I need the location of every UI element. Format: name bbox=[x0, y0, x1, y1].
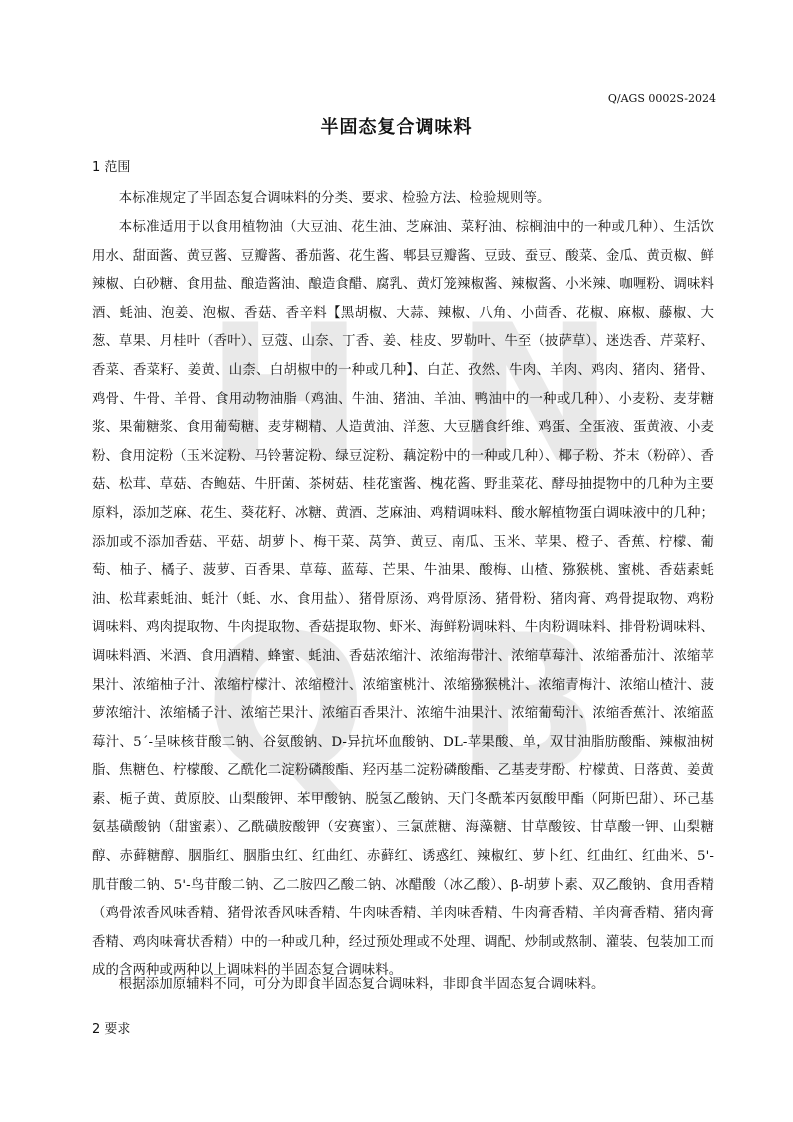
watermark-letter: B bbox=[455, 594, 600, 815]
paragraph: 本标准规定了半固态复合调味料的分类、要求、检验方法、检验规则等。 bbox=[118, 191, 551, 206]
section-heading-scope: 1 范围 bbox=[92, 160, 131, 175]
watermark-letter: N bbox=[455, 284, 615, 505]
section-heading-requirements: 2 要求 bbox=[92, 1022, 131, 1037]
paragraph: 本标准适用于以食用植物油（大豆油、花生油、芝麻油、菜籽油、棕榈油中的一种或几种）、生活饮用水、甜面酱、黄豆酱、豆瓣酱、番茄酱、花生酱、郫县豆瓣酱、豆豉、蚕豆、酸菜、金瓜、黄贡椒、鲜辣椒、白砂糖、食用盐、酿造酱油、酿造食醋、腐乳、黄灯笼辣椒酱、辣椒酱、小米辣、咖喱粉、调味料酒、蚝油、泡姜、泡椒、香菇、香辛料【黑胡椒、大蒜、辣椒、八角、小茴香、花椒、麻椒、藤椒、大葱、草果、月桂叶（香叶）、豆蔻、山奈、丁香、姜、桂皮、罗勒叶、牛至（披萨草）、迷迭香、芹菜籽、香菜、香菜籽、姜黄、山柰、白胡椒中的一种或几种】、白芷、孜然、牛肉、羊肉、鸡肉、猪肉、猪骨、鸡骨、牛骨、羊骨、食用动物油脂（鸡油、牛油、猪油、羊油、鸭油中的一种或几种）、小麦粉、麦芽糖浆、果葡糖浆、食用葡萄糖、麦芽糊精、人造黄油、洋葱、大豆膳食纤维、鸡蛋、全蛋液、蛋黄液、小麦粉、食用淀粉（玉米淀粉、马铃薯淀粉、绿豆淀粉、藕淀粉中的一种或几种）、椰子粉、芥末（粉碎）、香菇、松茸、草菇、杏鲍菇、牛肝菌、茶树菇、桂花蜜酱、槐花酱、野韭菜花、酵母抽提物中的几种为主要原料，添加芝麻、花生、葵花籽、冰糖、黄酒、芝麻油、鸡精调味料、酸水解植物蛋白调味液中的几种；添加或不添加香菇、平菇、胡萝卜、梅干菜、莴笋、黄豆、南瓜、玉米、苹果、橙子、香蕉、柠檬、葡萄、柚子、橘子、菠萝、百香果、草莓、蓝莓、芒果、牛油果、酸梅、山楂、猕猴桃、蜜桃、香菇素蚝油、松茸素蚝油、蚝汁（蚝、水、食用盐）、猪骨原汤、鸡骨原汤、猪骨粉、猪肉膏、鸡骨提取物、鸡粉调味料、鸡肉提取物、牛肉提取物、香菇提取物、虾米、海鲜粉调味料、牛肉粉调味料、排骨粉调味料、调味料酒、米酒、食用酒精、蜂蜜、蚝油、香菇浓缩汁、浓缩海带汁、浓缩草莓汁、浓缩番茄汁、浓缩苹果汁、浓缩柚子汁、浓缩柠檬汁、浓缩橙汁、浓缩蜜桃汁、浓缩猕猴桃汁、浓缩青梅汁、浓缩山楂汁、菠萝浓缩汁、浓缩橘子汁、浓缩芒果汁、浓缩百香果汁、浓缩牛油果汁、浓缩葡萄汁、浓缩香蕉汁、浓缩蓝莓汁、5´-呈味核苷酸二钠、谷氨酸钠、D-异抗坏血酸钠、DL-苹果酸、单，双甘油脂肪酸酯、辣椒油树脂、焦糖色、柠檬酸、乙酰化二淀粉磷酸酯、羟丙基二淀粉磷酸酯、乙基麦芽酚、柠檬黄、日落黄、姜黄素、栀子黄、黄原胶、山梨酸钾、苯甲酸钠、脱氢乙酸钠、天门冬酰苯丙氨酸甲酯（阿斯巴甜）、环己基氨基磺酸钠（甜蜜素）、乙酰磺胺酸钾（安赛蜜）、三氯蔗糖、海藻糖、甘草酸铵、甘草酸一钾、山梨糖醇、赤藓糖醇、胭脂红、胭脂虫红、红曲红、赤藓红、诱惑红、辣椒红、萝卜红、红曲红、红曲米、5'-肌苷酸二钠、5'-鸟苷酸二钠、乙二胺四乙酸二钠、冰醋酸（冰乙酸）、β-胡萝卜素、双乙酸钠、食用香精（鸡骨浓香风味香精、猪骨浓香风味香精、牛肉味香精、羊肉味香精、牛肉膏香精、羊肉膏香精、猪肉膏香精、鸡肉味膏状香精）中的一种或几种，经过预处理或不处理、调配、炒制或熬制、灌装、包装加工而成的含两种或两种以上调味料的半固态复合调味料。 bbox=[92, 220, 714, 979]
paragraph: 根据添加原辅料不同，可分为即食半固态复合调味料，非即食半固态复合调味料。 bbox=[118, 977, 605, 992]
watermark-letter: Q bbox=[205, 594, 367, 815]
watermark-letter: H bbox=[205, 284, 365, 505]
document-title: 半固态复合调味料 bbox=[320, 117, 473, 138]
document-code: Q/AGS 0002S-2024 bbox=[607, 92, 716, 105]
